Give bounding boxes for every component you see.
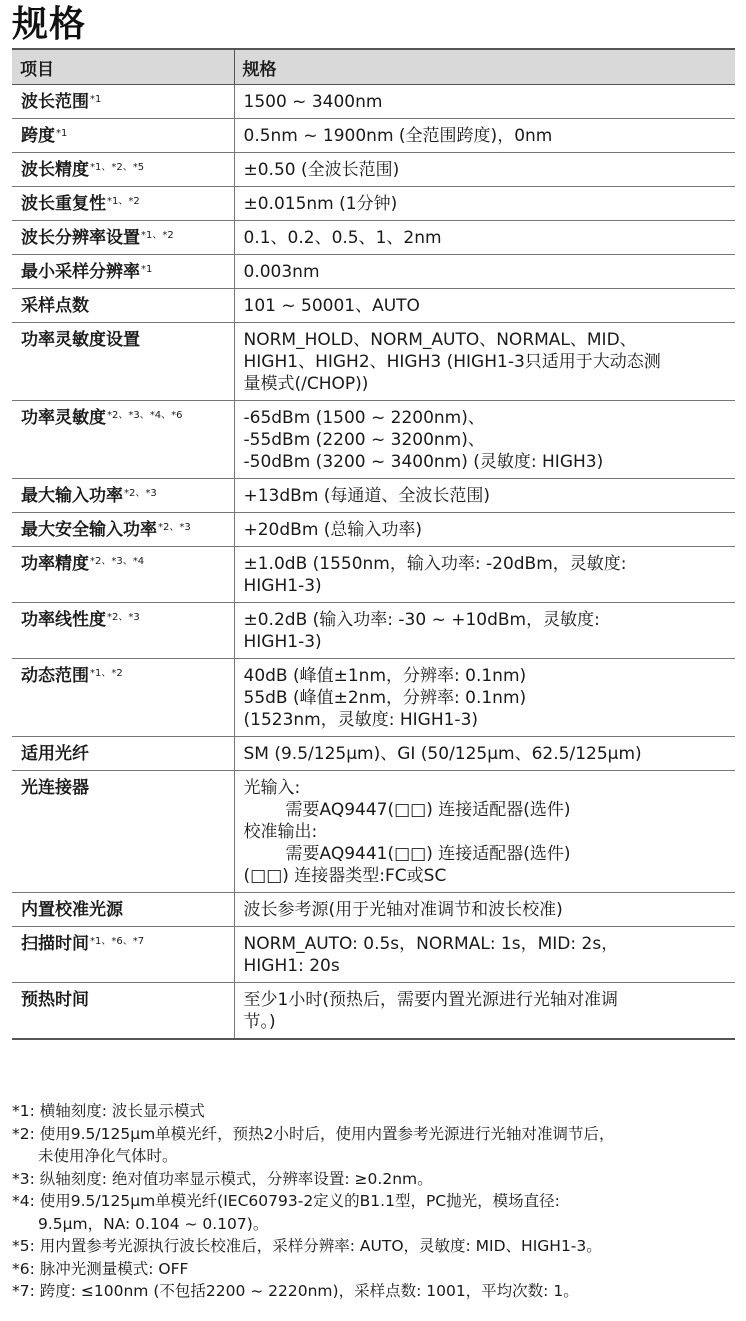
spec-item-name <box>12 737 234 771</box>
spec-value-line: ±0.015nm (1分钟) <box>243 194 398 214</box>
table-row <box>12 119 735 153</box>
footnote-ref: *2、*3 <box>158 522 191 533</box>
spec-item-name <box>12 401 234 479</box>
spec-value-line: HIGH1-3) <box>243 576 322 596</box>
spec-item-label: 波长精度 <box>21 160 89 180</box>
table-row <box>12 659 735 737</box>
spec-item-name <box>12 927 234 983</box>
spec-item-label: 最大安全输入功率 <box>21 520 157 540</box>
footnote-ref: *1 <box>90 94 102 105</box>
footnote-ref: *1、*6、*7 <box>90 936 145 947</box>
spec-value <box>234 603 735 659</box>
spec-item-name <box>12 603 234 659</box>
table-row <box>12 893 735 927</box>
footnote-line: *1: 横轴刻度: 波长显示模式 <box>12 1102 205 1120</box>
spec-value-line: 40dB (峰值±1nm，分辨率: 0.1nm) <box>243 666 527 686</box>
spec-item-name <box>12 255 234 289</box>
spec-item-label: 扫描时间 <box>21 934 89 954</box>
page-title: 规格 <box>12 4 87 45</box>
footnote-ref: *1 <box>56 128 68 139</box>
spec-value-line: +20dBm (总输入功率) <box>243 520 423 540</box>
spec-value-line: 波长参考源(用于光轴对准调节和波长校准) <box>243 900 563 920</box>
footnote-line: 9.5μm，NA: 0.104 ~ 0.107)。 <box>38 1214 269 1233</box>
footnote-ref: *2、*3 <box>124 488 157 499</box>
table-row <box>12 323 735 401</box>
table-row <box>12 771 735 893</box>
spec-table <box>12 48 735 1040</box>
spec-value <box>234 737 735 771</box>
spec-item-label: 波长分辨率设置 <box>21 228 140 248</box>
table-row <box>12 401 735 479</box>
spec-value <box>234 119 735 153</box>
spec-item-label: 功率灵敏度设置 <box>21 330 140 350</box>
spec-value <box>234 221 735 255</box>
spec-value-line: 光输入: <box>243 778 301 798</box>
spec-item-name <box>12 289 234 323</box>
spec-value <box>234 659 735 737</box>
spec-item-label: 适用光纤 <box>21 744 89 764</box>
spec-value-line: 101 ~ 50001、AUTO <box>243 296 420 316</box>
header-item: 项目 <box>12 49 234 85</box>
spec-value-line: 校准输出: <box>243 822 318 842</box>
spec-value-line: 需要AQ9447(□□) 连接适配器(选件) <box>285 800 571 820</box>
spec-item-label: 预热时间 <box>21 990 89 1010</box>
spec-value-line: 节。) <box>243 1012 276 1032</box>
spec-item-label: 最大输入功率 <box>21 486 123 506</box>
spec-item-label: 光连接器 <box>21 778 89 798</box>
table-row <box>12 85 735 119</box>
spec-value-line: HIGH1-3) <box>243 632 322 652</box>
spec-value-line: NORM_AUTO: 0.5s，NORMAL: 1s，MID: 2s， <box>243 934 619 954</box>
spec-value <box>234 893 735 927</box>
spec-value <box>234 255 735 289</box>
spec-item-name <box>12 479 234 513</box>
spec-item-name <box>12 513 234 547</box>
spec-item-name <box>12 983 234 1040</box>
spec-item-name <box>12 85 234 119</box>
footnote-ref: *2、*3、*4、*6 <box>107 410 183 421</box>
spec-value-line: 1500 ~ 3400nm <box>243 92 383 112</box>
spec-value <box>234 927 735 983</box>
spec-value-line: 至少1小时(预热后，需要内置光源进行光轴对准调 <box>243 990 618 1010</box>
spec-value-line: HIGH1: 20s <box>243 956 340 976</box>
spec-item-name <box>12 187 234 221</box>
spec-item-label: 跨度 <box>21 126 55 146</box>
footnote-ref: *1、*2 <box>141 230 174 241</box>
spec-value-line: -65dBm (1500 ~ 2200nm)、 <box>243 408 485 428</box>
footnote-line: *6: 脉冲光测量模式: OFF <box>12 1259 189 1278</box>
spec-item-name <box>12 893 234 927</box>
spec-value-line: 量模式(/CHOP)) <box>243 374 369 394</box>
spec-item-name <box>12 221 234 255</box>
spec-item-label: 采样点数 <box>21 296 89 316</box>
footnote-line: 未使用净化气体时。 <box>38 1147 178 1165</box>
spec-item-label: 最小采样分辨率 <box>21 262 140 282</box>
table-row <box>12 927 735 983</box>
footnotes <box>12 1100 738 1303</box>
spec-item-name <box>12 323 234 401</box>
spec-item-label: 波长范围 <box>21 92 89 112</box>
spec-value <box>234 323 735 401</box>
spec-value <box>234 85 735 119</box>
footnote-ref: *1 <box>141 264 153 275</box>
spec-table-body <box>12 85 735 1040</box>
spec-value-line: -55dBm (2200 ~ 3200nm)、 <box>243 430 485 450</box>
footnote-line: *7: 跨度: ≤100nm (不包括2200 ~ 2220nm)，采样点数: 1001，平均次数: 1。 <box>12 1282 579 1300</box>
spec-value <box>234 401 735 479</box>
table-row <box>12 513 735 547</box>
footnote-ref: *1、*2、*5 <box>90 162 145 173</box>
spec-value <box>234 479 735 513</box>
footnote-line: *3: 纵轴刻度: 绝对值功率显示模式，分辨率设置: ≥0.2nm。 <box>12 1169 433 1188</box>
spec-item-name <box>12 153 234 187</box>
footnote-line: *5: 用内置参考光源执行波长校准后，采样分辨率: AUTO，灵敏度: MID、HIGH1-3。 <box>12 1237 602 1255</box>
footnote-line: *4: 使用9.5/125μm单模光纤(IEC60793-2定义的B1.1型，PC抛光，模场直径: <box>12 1192 560 1210</box>
header-spec: 规格 <box>234 49 735 85</box>
spec-value-line: NORM_HOLD、NORM_AUTO、NORMAL、MID、 <box>243 330 637 350</box>
spec-value <box>234 153 735 187</box>
table-row <box>12 603 735 659</box>
spec-value <box>234 771 735 893</box>
spec-value-line: -50dBm (3200 ~ 3400nm) (灵敏度: HIGH3) <box>243 452 604 472</box>
spec-value-line: 需要AQ9441(□□) 连接适配器(选件) <box>285 844 571 864</box>
spec-value <box>234 513 735 547</box>
spec-value-line: 0.5nm ~ 1900nm (全范围跨度)，0nm <box>243 126 553 146</box>
table-row <box>12 547 735 603</box>
spec-item-label: 内置校准光源 <box>21 900 123 920</box>
table-row <box>12 983 735 1040</box>
table-header-row <box>12 49 735 85</box>
spec-item-label: 功率精度 <box>21 554 89 574</box>
spec-value-line: 0.1、0.2、0.5、1、2nm <box>243 228 442 248</box>
spec-value <box>234 289 735 323</box>
footnote-line: *2: 使用9.5/125μm单模光纤，预热2小时后，使用内置参考光源进行光轴对准调节后， <box>12 1124 615 1143</box>
spec-value-line: (1523nm，灵敏度: HIGH1-3) <box>243 710 479 730</box>
table-row <box>12 221 735 255</box>
table-row <box>12 289 735 323</box>
spec-item-name <box>12 659 234 737</box>
spec-item-label: 功率灵敏度 <box>21 408 106 428</box>
footnote-ref: *1、*2 <box>107 196 140 207</box>
spec-value-line: +13dBm (每通道、全波长范围) <box>243 486 491 506</box>
spec-item-name <box>12 547 234 603</box>
spec-item-label: 动态范围 <box>21 666 89 686</box>
spec-item-name <box>12 771 234 893</box>
spec-value <box>234 187 735 221</box>
spec-value-line: 0.003nm <box>243 262 320 282</box>
footnote-ref: *2、*3、*4 <box>90 556 145 567</box>
table-row <box>12 737 735 771</box>
spec-value-line: ±0.50 (全波长范围) <box>243 160 400 180</box>
spec-item-label: 波长重复性 <box>21 194 106 214</box>
spec-value-line: 55dB (峰值±2nm，分辨率: 0.1nm) <box>243 688 527 708</box>
table-row <box>12 479 735 513</box>
spec-value-line: ±1.0dB (1550nm，输入功率: -20dBm，灵敏度: <box>243 554 627 574</box>
spec-value-line: SM (9.5/125μm)、GI (50/125μm、62.5/125μm) <box>243 744 642 764</box>
footnote-ref: *2、*3 <box>107 612 140 623</box>
spec-value-line: (□□) 连接器类型:FC或SC <box>243 866 447 886</box>
spec-value <box>234 983 735 1040</box>
spec-value <box>234 547 735 603</box>
table-row <box>12 153 735 187</box>
spec-item-label: 功率线性度 <box>21 610 106 630</box>
table-row <box>12 255 735 289</box>
spec-value-line: HIGH1、HIGH2、HIGH3 (HIGH1-3只适用于大动态测 <box>243 352 661 372</box>
table-row <box>12 187 735 221</box>
spec-value-line: ±0.2dB (输入功率: -30 ~ +10dBm，灵敏度: <box>243 610 600 630</box>
footnote-ref: *1、*2 <box>90 668 123 679</box>
spec-item-name <box>12 119 234 153</box>
